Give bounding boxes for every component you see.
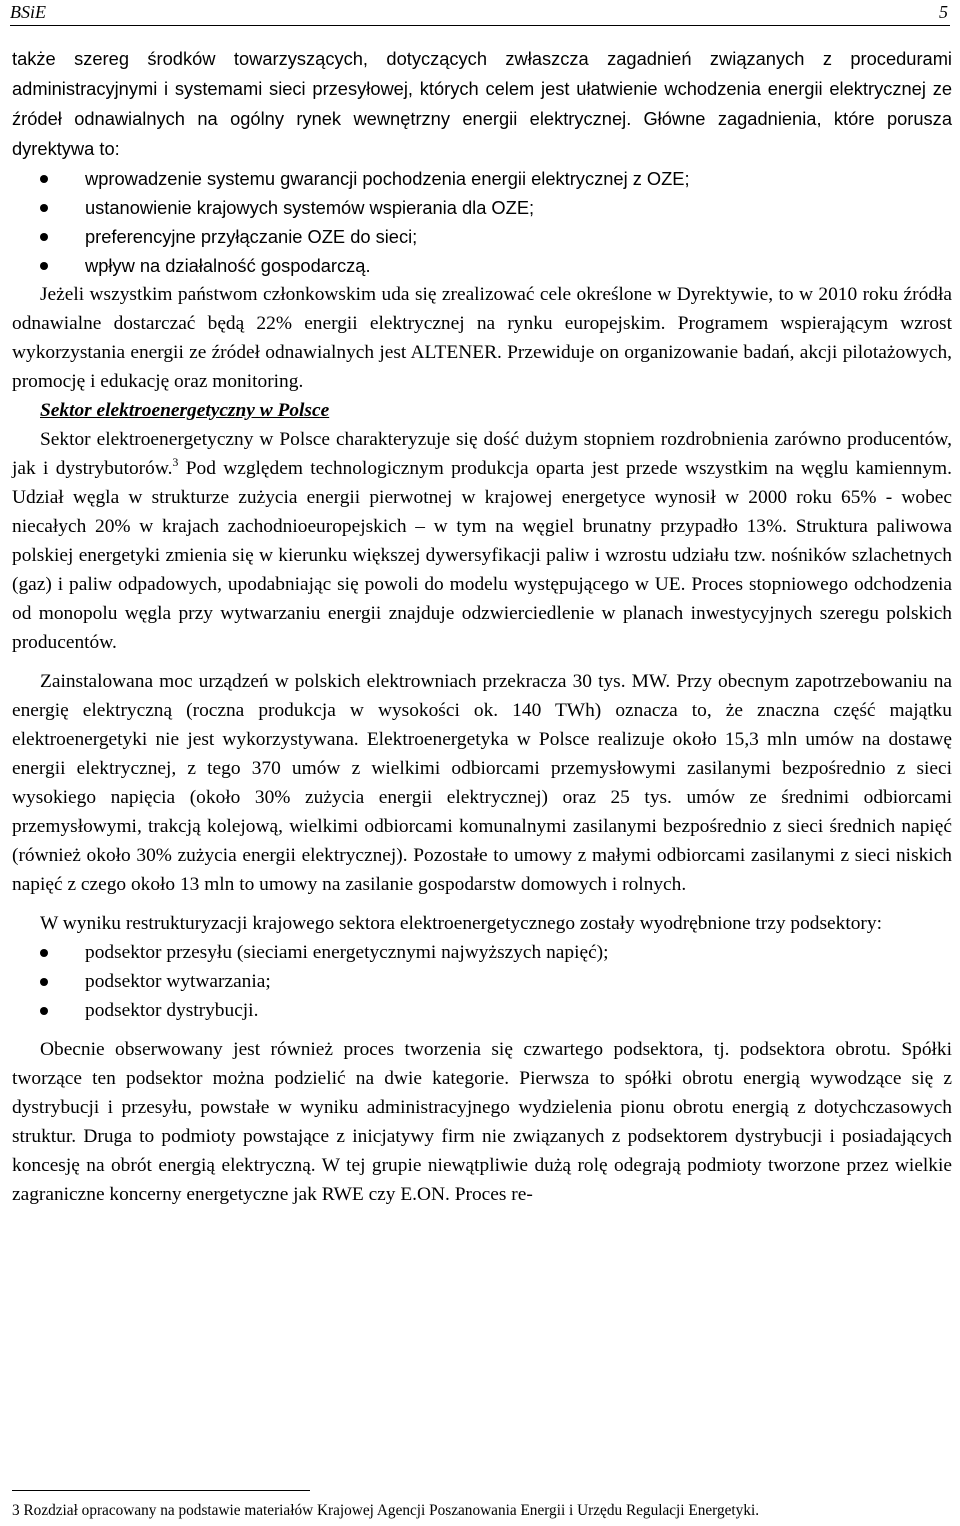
bullet-icon: [40, 978, 48, 986]
directive-points-list: [12, 164, 952, 280]
restructuring-paragraph: W wyniku restrukturyzacji krajowego sektora elektroenergetycznego zostały wyodrębnione trzy podsektory:: [40, 913, 882, 934]
bullet-icon: [40, 204, 48, 212]
list-item: podsektor przesyłu (sieciami energetycznymi najwyższych napięć);: [12, 938, 952, 967]
goal-paragraph: Jeżeli wszystkim państwom członkowskim uda się zrealizować cele określone w Dyrektywie, to w 2010 roku źródła odnawialne dostarczać będą 22% energii elektrycznej na rynku europejskim. Programem wspierającym wzrost wykorzystania energii ze źródeł odnawialnych jest ALTENER. Przewiduje on organizowanie badań, akcji pilotażowych, promocję i edukację oraz monitoring.: [12, 284, 952, 392]
bullet-icon: [40, 175, 48, 183]
bullet-icon: [40, 1007, 48, 1015]
bullet-icon: [40, 262, 48, 270]
list-item: ustanowienie krajowych systemów wspierania dla OZE;: [12, 193, 952, 222]
page-body: [12, 44, 952, 1209]
sector-paragraph: Sektor elektroenergetyczny w Polsce charakteryzuje się dość dużym stopniem rozdrobnienia zarówno producentów, jak i dystrybutorów.$^3$ Pod względem technologicznym produkcja oparta jest przede wszystkim na węglu kamiennym. Udział węgla w strukturze zużycia energii pierwotnej w krajowej energetyce wynosił w 2000 roku 65% - wobec niecałych 20% w krajach zachodnioeuropejskich – w tym na węgiel brunatny przypadło 13%. Struktura paliwowa polskiej energetyki zmienia się w kierunku większej dywersyfikacji paliw i wzrostu udziału tzw. nośników szlachetnych (gaz) i paliw odpadowych, upodabniając się powoli do modelu występującego w UE. Proces stopniowego odchodzenia od monopolu węgla przy wytwarzaniu energii znajduje odzwierciedlenie w planach inwestycyjnych szeregu polskich producentów.: [12, 429, 952, 653]
intro-paragraph: [12, 44, 952, 164]
intro-text: także szereg środków towarzyszących, dotyczących zwłaszcza zagadnień związanych z procedurami administracyjnymi i systemami sieci przesyłowej, których celem jest ułatwienie wchodzenia energii elektrycznej ze źródeł odnawialnych na ogólny rynek wewnętrzny energii elektrycznej.: [12, 48, 952, 129]
list-item: podsektor dystrybucji.: [12, 996, 952, 1025]
bullet-icon: [40, 949, 48, 957]
list-item: podsektor wytwarzania;: [12, 967, 952, 996]
capacity-paragraph: Zainstalowana moc urządzeń w polskich elektrowniach przekracza 30 tys. MW. Przy obecnym zapotrzebowaniu na energię elektryczną (roczna produkcja w wysokości ok. 140 TWh) oznacza to, że znaczna część majątku elektroenergetyki nie jest wykorzystywana. Elektroenergetyka w Polsce realizuje około 15,3 mln umów na dostawę energii elektrycznej, z tego 370 umów z wielkimi odbiorcami przemysłowymi zasilanymi bezpośrednio z sieci wysokiego napięcia (około 30% zużycia energii elektrycznej) oraz 25 tys. umów ze średnimi odbiorcami przemysłowymi, trakcją kolejową, wielkimi odbiorcami komunalnymi zasilanymi bezpośrednio z sieci średnich napięć (również około 30% zużycia energii elektrycznej). Pozostałe to umowy z małymi odbiorcami zasilanymi z sieci niskich napięć z czego około 13 mln to umowy na zasilanie gospodarstw domowych i rolnych.: [12, 671, 952, 895]
footnote: 3 Rozdział opracowany na podstawie materiałów Krajowej Agencji Poszanowania Energii i Urzędu Regulacji Energetyki.: [12, 1502, 760, 1519]
bullet-icon: [40, 233, 48, 241]
list-item: preferencyjne przyłączanie OZE do sieci;: [12, 222, 952, 251]
list-item: wprowadzenie systemu gwarancji pochodzenia energii elektrycznej z OZE;: [12, 164, 952, 193]
page-header: [10, 0, 950, 26]
intro-lead: Główne zagadnienia, które porusza dyrektywa to:: [12, 108, 952, 159]
section-heading: Sektor elektroenergetyczny w Polsce: [40, 400, 330, 421]
header-title: BSiE: [10, 2, 46, 22]
footnote-divider: [12, 1490, 310, 1491]
list-item: wpływ na działalność gospodarczą.: [12, 251, 952, 280]
page-number: 5: [939, 2, 948, 22]
subsectors-list: [12, 938, 952, 1025]
trade-paragraph: Obecnie obserwowany jest również proces tworzenia się czwartego podsektora, tj. podsektora obrotu. Spółki tworzące ten podsektor można podzielić na dwie kategorie. Pierwsza to spółki obrotu energią wywodzące się z dystrybucji i przesyłu, powstałe w wyniku administracyjnego wydzielenia pionu obrotu energią z dotychczasowych struktur. Druga to podmioty powstające z inicjatywy firm nie związanych z podsektorem dystrybucji i posiadających koncesję na obrót energią elektryczną. W tej grupie niewątpliwie dużą rolę odegrają podmioty tworzone przez wielkie zagraniczne koncerny energetyczne jak RWE czy E.ON. Proces re-: [12, 1039, 952, 1205]
footnote-reference: 3: [172, 455, 179, 469]
